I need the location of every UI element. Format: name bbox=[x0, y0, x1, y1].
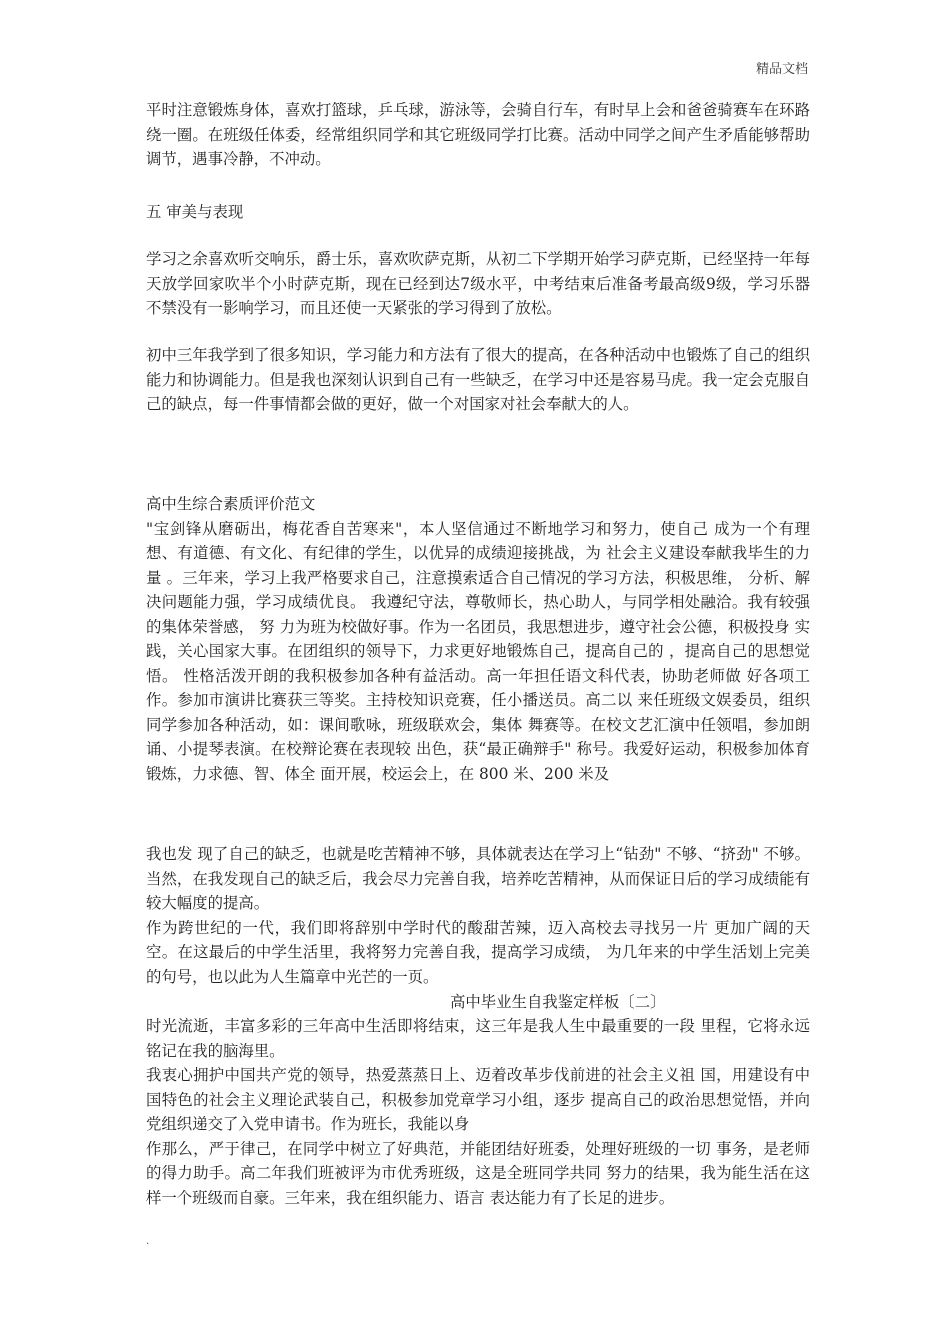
paragraph-text: 学习之余喜欢听交响乐，爵士乐，喜欢吹萨克斯，从初二下学期开始学习萨克斯，已经坚持一年每天放学回家吹半个小时萨克斯，现在已经到达7级水平，中考结束后准备考最高级9级，学习乐器不禁没有一影响学习，而且还使一天紧张的学习得到了放松。 bbox=[146, 250, 810, 317]
essay-title: 高中生综合素质评价范文 bbox=[146, 495, 316, 513]
essay-paragraph: 我也发 现了自己的缺乏，也就是吃苦精神不够，具体就表达在学习上“钻劲" 不够、“挤劲" 不够。当然，在我发现自己的缺乏后，我会尽力完善自我，培养吃苦精神，从而保证日后的学习成绩能有较大幅度的提高。 bbox=[146, 845, 810, 912]
footer-mark: . bbox=[146, 1236, 150, 1247]
section-heading-aesthetics bbox=[146, 200, 810, 225]
heading-text: 五 审美与表现 bbox=[146, 203, 244, 221]
paragraph-text: 初中三年我学到了很多知识，学习能力和方法有了很大的提高，在各种活动中也锻炼了自己的组织能力和协调能力。但是我也深刻认识到自己有一些缺乏，在学习中还是容易马虎。我一定会克服自己的缺点，每一件事情都会做的更好，做一个对国家对社会奉献大的人。 bbox=[146, 346, 810, 413]
essay-evaluation-continued bbox=[146, 842, 810, 989]
essay-paragraph: 时光流逝，丰富多彩的三年高中生活即将结束，这三年是我人生中最重要的一段 里程，它将永远铭记在我的脑海里。 bbox=[146, 1017, 810, 1060]
paragraph-music bbox=[146, 247, 810, 321]
self-assessment-title: 高中毕业生自我鉴定样板〔二〕 bbox=[450, 993, 666, 1011]
essay-paragraph: 作为跨世纪的一代，我们即将辞别中学时代的酸甜苦辣，迈入高校去寻找另一片 更加广阔的天空。在这最后的中学生活里，我将努力完善自我，提高学习成绩， 为几年来的中学生活划上完美的句号，也以此为人生篇章中光芒的一页。 bbox=[146, 918, 810, 986]
essay-paragraph: 作那么，严于律己，在同学中树立了好典范，并能团结好班委，处理好班级的一切 事务，是老师的得力助手。高二年我们班被评为市优秀班级，这是全班同学共同 努力的结果，我为能生活在这样一个班级而自豪。三年来，我在组织能力、语言 表达能力有了长足的进步。 bbox=[146, 1139, 810, 1207]
essay-paragraph: "宝剑锋从磨砺出，梅花香自苦寒来"，本人坚信通过不断地学习和努力，使自己 成为一个有理想、有道德、有文化、有纪律的学生，以优异的成绩迎接挑战，为 社会主义建设奉献我毕生的力量 。三年来，学习上我严格要求自己，注意摸索适合自己情况的学习方法，积极思维， 分析、解决问题能力强，学习成绩优良。 我遵纪守法，尊敬师长，热心助人，与同学相处融洽。我有较强的集体荣誉感， 努 力为班为校做好事。作为一名团员，我思想进步，遵守社会公德，积极投身 实践，关心国家大事。在团组织的领导下，力求更好地锻炼自己，提高自己的 ，提高自己的思想觉悟。 性格活泼开朗的我积极参加各种有益活动。高一年担任语文科代表，协助老师做 好各项工作。参加市演讲比赛获三等奖。主持校知识竞赛，任小播送员。高二以 来任班级文娱委员，组织同学参加各种活动，如：课间歌咏，班级联欢会，集体 舞赛等。在校文艺汇演中任领唱，参加朗诵、小提琴表演。在校辩论赛在表现较 出色，获“最正确辩手" 称号。我爱好运动，积极参加体育锻炼，力求德、智、体全 面开展，校运会上，在 800 米、200 米及 bbox=[146, 519, 810, 783]
self-assessment-body bbox=[146, 1014, 810, 1210]
essay-paragraph: 我衷心拥护中国共产党的领导，热爱蒸蒸日上、迈着改革步伐前进的社会主义祖 国，用建设有中国特色的社会主义理论武装自己，积极参加党章学习小组，逐步 提高自己的政治思想觉悟，并向党组织递交了入党申请书。作为班长，我能以身 bbox=[146, 1066, 810, 1133]
paragraph-text: 平时注意锻炼身体，喜欢打篮球，乒乓球，游泳等，会骑自行车，有时早上会和爸爸骑赛车在环路绕一圈。在班级任体委，经常组织同学和其它班级同学打比赛。活动中同学之间产生矛盾能够帮助调节，遇事冷静，不冲动。 bbox=[146, 101, 810, 168]
essay-evaluation bbox=[146, 492, 810, 786]
page-header: 精品文档 bbox=[755, 62, 808, 77]
paragraph-summary bbox=[146, 343, 810, 417]
paragraph-sports bbox=[146, 98, 810, 172]
